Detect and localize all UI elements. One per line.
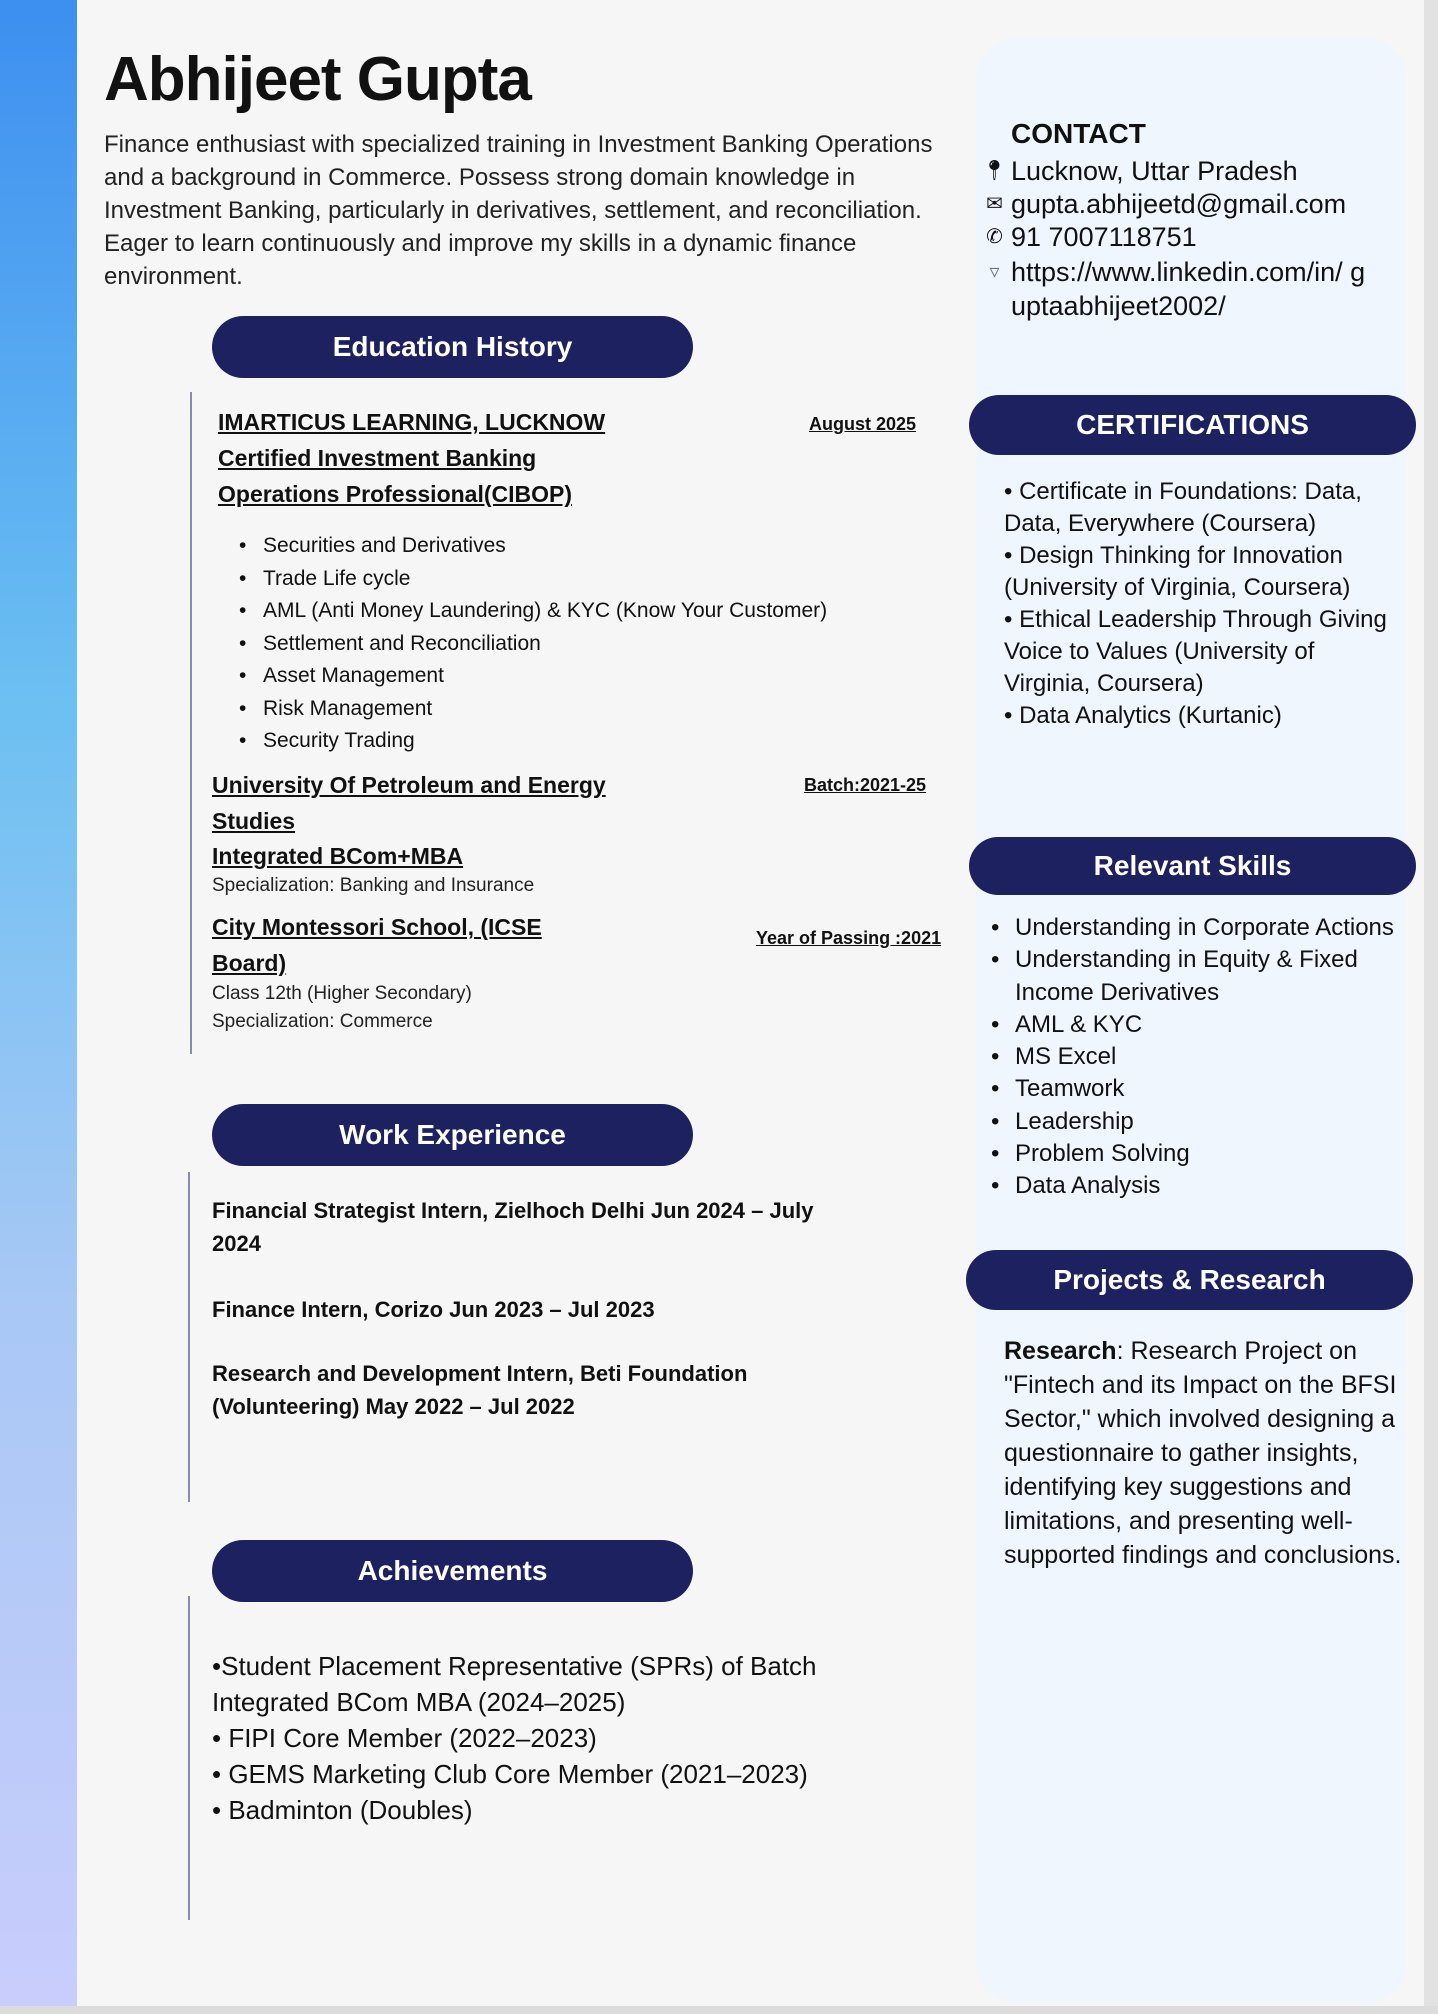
phone-text: 91 7007118751	[1011, 222, 1197, 252]
skill-item: • MS Excel	[1015, 1041, 1405, 1073]
bullet-item: • Risk Management	[263, 693, 827, 726]
timeline-line	[188, 1172, 190, 1502]
decorative-strip	[0, 0, 77, 2014]
achievement-item: • FIPI Core Member (2022–2023)	[212, 1723, 597, 1753]
edu-detail: Specialization: Banking and Insurance	[212, 875, 535, 896]
timeline-line	[190, 392, 192, 1054]
edu-date: August 2025	[809, 414, 917, 434]
contact-phone	[978, 220, 1197, 254]
edu-detail: Class 12th (Higher Secondary)	[212, 983, 472, 1004]
edu-bullets	[263, 530, 827, 758]
research-description: : Research Project on "Fintech and its Impact on the BFSI Sector," which involved designing a questionnaire to gather insights, identifying key suggestions and limitations, and presenting well-supported findings and conclusions.	[1004, 1337, 1402, 1569]
achievement-item: •Student Placement Representative (SPRs) of Batch Integrated BCom MBA (2024–2025)	[212, 1651, 817, 1717]
skill-item: • Problem Solving	[1015, 1138, 1405, 1170]
bullet-item: • Security Trading	[263, 725, 827, 758]
send-icon: ▿	[989, 261, 1000, 283]
skill-item: • Leadership	[1015, 1106, 1405, 1138]
bullet-item: • Asset Management	[263, 660, 827, 693]
edu-date: Batch:2021-25	[804, 775, 927, 795]
work-item: Finance Intern, Corizo Jun 2023 – Jul 2023	[212, 1297, 655, 1322]
bullet-item: • Settlement and Reconciliation	[263, 628, 827, 661]
linkedin-link[interactable]: https://www.linkedin.com/in/ guptaabhijeet2002/	[1011, 257, 1366, 321]
cert-item: • Data Analytics (Kurtanic)	[1004, 702, 1282, 729]
bullet-item: • Trade Life cycle	[263, 563, 827, 596]
phone-icon: ✆	[986, 226, 1003, 248]
skill-item: • Data Analysis	[1015, 1170, 1405, 1202]
timeline-line	[188, 1596, 190, 1920]
contact-email[interactable]	[978, 187, 1346, 221]
contact-linkedin[interactable]	[978, 255, 1398, 323]
cert-item: • Certificate in Foundations: Data, Data, Everywhere (Coursera)	[1004, 478, 1362, 537]
projects-heading: Projects & Research	[966, 1250, 1413, 1310]
skills-list	[1015, 912, 1405, 1203]
work-heading: Work Experience	[212, 1104, 693, 1166]
certifications-list	[1004, 476, 1404, 732]
achievement-item: • GEMS Marketing Club Core Member (2021–2023)	[212, 1759, 808, 1789]
education-heading: Education History	[212, 316, 693, 378]
skill-item: • Understanding in Equity & Fixed Income Derivatives	[1015, 944, 1405, 1009]
skill-item: • Teamwork	[1015, 1073, 1405, 1105]
edu-title: IMARTICUS LEARNING, LUCKNOW	[218, 409, 606, 435]
name-heading: Abhijeet Gupta	[104, 45, 531, 114]
skills-heading: Relevant Skills	[969, 837, 1416, 895]
mail-icon: ✉	[986, 193, 1003, 215]
research-label: Research	[1004, 1337, 1117, 1365]
work-item: Research and Development Intern, Beti Foundation (Volunteering) May 2022 – Jul 2022	[212, 1361, 748, 1419]
bullet-item: • AML (Anti Money Laundering) & KYC (Know Your Customer)	[263, 595, 827, 628]
contact-location	[978, 154, 1298, 188]
page-border-bottom	[0, 2006, 1438, 2014]
achievements-list	[212, 1648, 832, 1828]
cert-item: • Design Thinking for Innovation (University of Virginia, Coursera)	[1004, 542, 1351, 601]
edu-subtitle: Certified Investment Banking Operations Professional(CIBOP)	[218, 445, 573, 507]
contact-heading: CONTACT	[1011, 118, 1146, 149]
edu-date: Year of Passing :2021	[756, 928, 942, 948]
edu-subtitle: Integrated BCom+MBA	[212, 843, 464, 869]
edu-detail: Specialization: Commerce	[212, 1011, 433, 1032]
skill-item: • Understanding in Corporate Actions	[1015, 912, 1405, 944]
work-item: Financial Strategist Intern, Zielhoch Delhi Jun 2024 – July 2024	[212, 1198, 814, 1256]
summary: Finance enthusiast with specialized training in Investment Banking Operations and a background in Commerce. Possess strong domain knowledge in Investment Banking, particularly in derivatives, settlement, and reconciliation. Eager to learn continuously and improve my skills in a dynamic finance environment.	[104, 131, 933, 290]
skill-item: • AML & KYC	[1015, 1009, 1405, 1041]
edu-title: University Of Petroleum and Energy Studies	[212, 772, 606, 834]
achievements-heading: Achievements	[212, 1540, 693, 1602]
certifications-heading: CERTIFICATIONS	[969, 395, 1416, 455]
location-pin-icon: 📍︎	[981, 160, 1008, 182]
email-text[interactable]: gupta.abhijeetd@gmail.com	[1011, 189, 1347, 219]
location-text: Lucknow, Uttar Pradesh	[1011, 156, 1298, 186]
page-border	[1424, 0, 1438, 2014]
edu-title: City Montessori School, (ICSE Board)	[212, 914, 542, 976]
achievement-item: • Badminton (Doubles)	[212, 1795, 473, 1825]
research-text	[1004, 1334, 1404, 1572]
cert-item: • Ethical Leadership Through Giving Voice to Values (University of Virginia, Coursera)	[1004, 606, 1387, 697]
bullet-item: • Securities and Derivatives	[263, 530, 827, 563]
